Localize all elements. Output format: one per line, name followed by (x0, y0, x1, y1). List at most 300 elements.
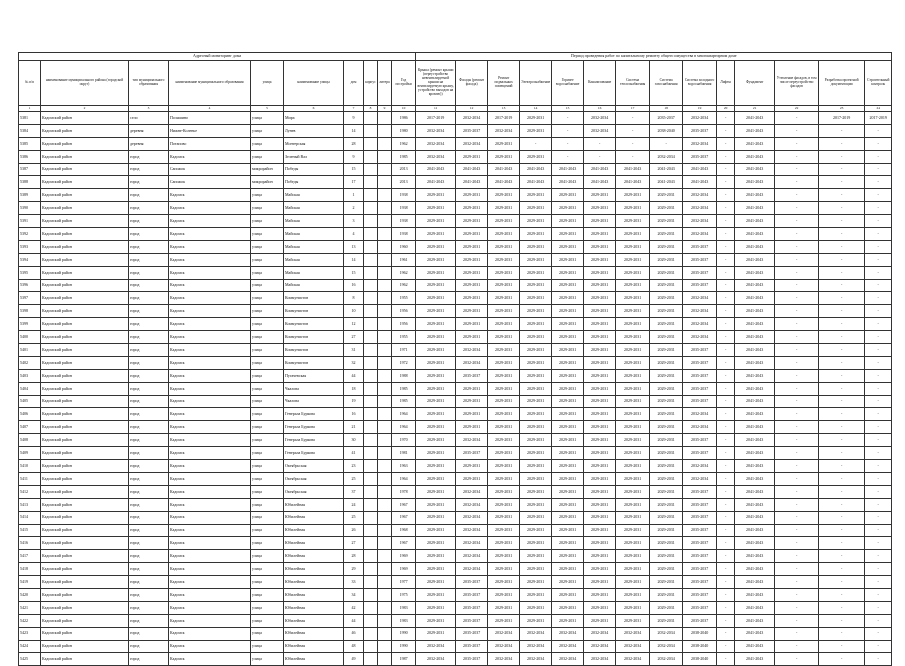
table-cell: 15 (344, 163, 364, 176)
table-cell: Кадомск (169, 460, 251, 473)
table-cell: 25 (344, 511, 364, 524)
table-cell: город (129, 460, 169, 473)
table-cell (364, 228, 378, 241)
table-cell: 2029-2031 (520, 498, 552, 511)
column-header: дом (344, 61, 364, 106)
table-cell: 2029-2031 (650, 202, 683, 215)
table-cell: - (616, 137, 650, 150)
table-cell: 2029-2031 (650, 369, 683, 382)
table-cell: 2032-2034 (650, 640, 683, 653)
table-cell: 2029-2031 (616, 305, 650, 318)
table-cell: 2029-2031 (650, 511, 683, 524)
table-cell: - (775, 202, 819, 215)
column-header-row (19, 61, 892, 106)
table-cell: 2029-2031 (584, 447, 616, 460)
table-cell: 2029-2031 (616, 331, 650, 344)
table-cell: 5413 (19, 498, 41, 511)
table-cell: улица (251, 344, 284, 357)
table-cell: Кадомский район (41, 356, 129, 369)
table-cell: - (775, 112, 819, 125)
table-cell: город (129, 550, 169, 563)
table-cell: Кадомский район (41, 240, 129, 253)
column-number: 15 (552, 106, 584, 112)
table-cell: 2029-2031 (616, 382, 650, 395)
table-cell: 5388 (19, 176, 41, 189)
table-cell: 1970 (392, 434, 416, 447)
table-cell: Октябрьская (284, 472, 344, 485)
table-cell: 2029-2031 (552, 498, 584, 511)
table-cell: 2029-2031 (456, 202, 488, 215)
table-cell: 2032-2034 (488, 627, 520, 640)
table-cell: 9 (344, 112, 364, 125)
table-cell: - (819, 305, 865, 318)
table-row (19, 550, 892, 563)
table-cell: 2041-2043 (683, 163, 717, 176)
table-cell: 5410 (19, 460, 41, 473)
table-cell: 2029-2031 (650, 344, 683, 357)
table-cell: 30 (344, 434, 364, 447)
table-row (19, 369, 892, 382)
table-cell: 5400 (19, 331, 41, 344)
table-cell: - (865, 382, 892, 395)
column-header: Фасады (ремонт фасада) (456, 61, 488, 106)
table-cell: - (865, 150, 892, 163)
column-header: Ремонт подвальных помещений (488, 61, 520, 106)
table-cell: Кадомский район (41, 279, 129, 292)
table-cell: город (129, 202, 169, 215)
table-cell: - (717, 215, 735, 228)
table-row (19, 253, 892, 266)
table-cell: 2035-2037 (650, 112, 683, 125)
table-cell: город (129, 356, 169, 369)
table-cell: 2032-2034 (520, 640, 552, 653)
table-cell: - (865, 550, 892, 563)
table-cell: 44 (344, 369, 364, 382)
table-cell: 1977 (392, 576, 416, 589)
table-cell (364, 614, 378, 627)
table-cell: 5424 (19, 640, 41, 653)
table-cell: 16 (344, 279, 364, 292)
table-cell: - (717, 356, 735, 369)
table-cell: 2032-2034 (584, 112, 616, 125)
table-cell: 2041-2043 (735, 614, 775, 627)
table-cell: Юбилейная (284, 563, 344, 576)
table-cell: город (129, 472, 169, 485)
column-header: Крыша (ремонт крыши (переустройство невентилируемой крыши на вентилируемую крышу, устройство выходов на кровлю)) (416, 61, 456, 106)
table-cell: 2029-2031 (552, 215, 584, 228)
table-cell: 2029-2031 (584, 369, 616, 382)
table-cell: 2041-2043 (735, 112, 775, 125)
table-cell: 5386 (19, 150, 41, 163)
table-cell: 2035-2037 (456, 576, 488, 589)
table-cell: - (717, 189, 735, 202)
table-cell: город (129, 511, 169, 524)
table-cell: улица (251, 253, 284, 266)
table-cell: 2029-2031 (552, 588, 584, 601)
table-cell: 2029-2031 (520, 524, 552, 537)
table-cell (364, 640, 378, 653)
table-cell: 2029-2031 (650, 588, 683, 601)
column-header: Строительный контроль (865, 61, 892, 106)
table-cell: 2029-2031 (520, 421, 552, 434)
table-cell: Кадомский район (41, 627, 129, 640)
table-cell: 25 (344, 472, 364, 485)
column-number: 5 (251, 106, 284, 112)
table-cell: 8 (344, 292, 364, 305)
table-cell (378, 511, 392, 524)
table-row (19, 292, 892, 305)
table-cell: 49 (344, 653, 364, 666)
table-cell: 2035-2037 (683, 395, 717, 408)
table-cell: - (775, 627, 819, 640)
table-cell: 2029-2031 (416, 369, 456, 382)
table-cell: - (717, 240, 735, 253)
table-cell: 2029-2031 (552, 202, 584, 215)
table-cell: 2029-2031 (488, 137, 520, 150)
table-cell: 2029-2031 (456, 382, 488, 395)
table-cell: 2032-2034 (416, 137, 456, 150)
table-cell (378, 189, 392, 202)
table-cell: 2029-2031 (552, 460, 584, 473)
column-header: № п/п (19, 61, 41, 106)
table-cell: - (865, 601, 892, 614)
table-cell: 2029-2031 (456, 460, 488, 473)
table-cell: 2029-2031 (488, 434, 520, 447)
table-cell: - (775, 124, 819, 137)
table-cell (378, 215, 392, 228)
table-cell: 2041-2043 (735, 202, 775, 215)
table-cell: 2029-2031 (650, 576, 683, 589)
table-cell: улица (251, 434, 284, 447)
table-row (19, 305, 892, 318)
table-cell: 2041-2043 (735, 279, 775, 292)
table-cell: Кадомск (169, 601, 251, 614)
table-cell: 2041-2043 (520, 176, 552, 189)
table-cell: 5398 (19, 305, 41, 318)
table-cell: 2029-2031 (416, 318, 456, 331)
repair-schedule-table (18, 52, 892, 666)
table-cell: Юбилейная (284, 614, 344, 627)
table-cell: город (129, 588, 169, 601)
table-cell: 2029-2031 (520, 266, 552, 279)
table-cell: - (865, 228, 892, 241)
table-cell: 2029-2031 (488, 356, 520, 369)
table-cell: 2029-2031 (584, 228, 616, 241)
table-row (19, 653, 892, 666)
table-cell: 2041-2043 (735, 240, 775, 253)
table-cell: - (717, 408, 735, 421)
table-cell: 2029-2031 (616, 215, 650, 228)
table-cell (364, 537, 378, 550)
table-cell: Кадомск (169, 563, 251, 576)
table-cell: 2041-2043 (735, 292, 775, 305)
table-cell: - (775, 498, 819, 511)
column-number: 20 (717, 106, 735, 112)
table-cell: 2029-2031 (416, 228, 456, 241)
table-cell: - (819, 460, 865, 473)
table-cell: 2032-2034 (683, 137, 717, 150)
table-cell: Зеленый Вал (284, 150, 344, 163)
table-cell: город (129, 601, 169, 614)
table-cell: 46 (344, 627, 364, 640)
table-cell: 2029-2031 (488, 447, 520, 460)
table-cell: 2035-2037 (683, 537, 717, 550)
table-cell: 2029-2031 (584, 253, 616, 266)
table-cell: 2035-2037 (456, 640, 488, 653)
table-cell: 2029-2031 (650, 356, 683, 369)
table-cell: Чкалова (284, 395, 344, 408)
table-cell: Кадомский район (41, 421, 129, 434)
table-cell: 2029-2031 (520, 395, 552, 408)
table-cell: 2029-2031 (616, 434, 650, 447)
table-cell: город (129, 395, 169, 408)
table-cell: 2035-2037 (683, 485, 717, 498)
column-header: улица (251, 61, 284, 106)
table-cell: улица (251, 369, 284, 382)
table-cell: - (775, 524, 819, 537)
table-cell: город (129, 524, 169, 537)
table-row (19, 215, 892, 228)
table-cell: Майская (284, 189, 344, 202)
table-cell: 1960 (392, 240, 416, 253)
table-row (19, 318, 892, 331)
table-cell: 2029-2031 (584, 614, 616, 627)
table-cell: - (865, 434, 892, 447)
table-cell: 2029-2031 (488, 472, 520, 485)
table-cell: 2032-2034 (456, 112, 488, 125)
table-cell: 34 (344, 588, 364, 601)
table-cell: Нижне-Коленье (169, 124, 251, 137)
table-cell: 12 (344, 318, 364, 331)
column-header: Лифты (717, 61, 735, 106)
table-cell: - (775, 614, 819, 627)
table-cell: - (775, 382, 819, 395)
column-header: Система холодного водоснабжения (683, 61, 717, 106)
table-cell: 2029-2031 (584, 485, 616, 498)
table-row (19, 485, 892, 498)
table-cell: 2029-2031 (552, 563, 584, 576)
table-row (19, 588, 892, 601)
table-cell (364, 511, 378, 524)
table-cell: Кадомский район (41, 331, 129, 344)
table-cell: 2041-2043 (735, 305, 775, 318)
table-cell: 5404 (19, 382, 41, 395)
table-cell: - (717, 421, 735, 434)
table-cell: 15 (344, 266, 364, 279)
table-row (19, 137, 892, 150)
table-cell: 2029-2031 (488, 253, 520, 266)
table-cell: 2038-2040 (683, 627, 717, 640)
table-cell: Коммунистов (284, 344, 344, 357)
table-cell: 2029-2031 (488, 318, 520, 331)
table-cell: - (717, 150, 735, 163)
table-cell (378, 240, 392, 253)
table-cell: - (717, 318, 735, 331)
table-cell: Кадомск (169, 511, 251, 524)
table-cell: 9 (344, 150, 364, 163)
table-row (19, 537, 892, 550)
table-cell: 5394 (19, 253, 41, 266)
table-cell: Кадомский район (41, 434, 129, 447)
table-cell: 2041-2043 (735, 344, 775, 357)
table-cell: Кадомский район (41, 382, 129, 395)
table-cell: Майская (284, 202, 344, 215)
table-cell: - (865, 176, 892, 189)
table-cell: 1987 (392, 653, 416, 666)
table-cell: 2029-2031 (488, 369, 520, 382)
table-cell: - (775, 369, 819, 382)
table-cell: 33 (344, 576, 364, 589)
table-cell: 2029-2031 (520, 434, 552, 447)
table-cell: Кадомский район (41, 653, 129, 666)
table-cell (378, 369, 392, 382)
table-cell: улица (251, 421, 284, 434)
table-cell: 5422 (19, 614, 41, 627)
table-cell: 2041-2043 (735, 228, 775, 241)
table-cell: Кадомский район (41, 550, 129, 563)
table-cell: 2032-2034 (683, 228, 717, 241)
table-cell: Юбилейная (284, 640, 344, 653)
table-cell: 1938 (392, 228, 416, 241)
table-cell: город (129, 253, 169, 266)
table-cell: - (819, 253, 865, 266)
table-cell: 2029-2031 (456, 421, 488, 434)
table-cell: Майская (284, 228, 344, 241)
table-cell: 2032-2034 (520, 627, 552, 640)
table-cell: 2029-2031 (416, 421, 456, 434)
table-cell: 2029-2031 (584, 537, 616, 550)
table-cell: город (129, 228, 169, 241)
table-cell (378, 588, 392, 601)
table-cell (364, 318, 378, 331)
table-cell: 2029-2031 (616, 563, 650, 576)
table-cell: 2041-2043 (416, 163, 456, 176)
table-cell: - (819, 550, 865, 563)
table-cell: 2041-2043 (735, 447, 775, 460)
table-cell: 2029-2031 (616, 240, 650, 253)
table-cell: 2032-2034 (456, 524, 488, 537)
table-cell: - (775, 576, 819, 589)
table-cell: 2041-2043 (616, 163, 650, 176)
table-cell: 2032-2034 (456, 344, 488, 357)
table-cell: 1969 (392, 563, 416, 576)
table-cell: Коммунистов (284, 318, 344, 331)
table-cell: - (819, 614, 865, 627)
table-cell: - (865, 292, 892, 305)
table-cell: - (819, 202, 865, 215)
table-cell: 2029-2031 (520, 576, 552, 589)
table-cell: 2017-2019 (819, 112, 865, 125)
table-cell: - (552, 124, 584, 137)
table-cell: - (819, 408, 865, 421)
table-cell: 2035-2037 (683, 356, 717, 369)
table-cell: 18 (344, 382, 364, 395)
table-cell: улица (251, 137, 284, 150)
table-cell: 2029-2031 (650, 434, 683, 447)
table-cell: 2029-2031 (456, 305, 488, 318)
table-cell: - (819, 395, 865, 408)
table-cell: 2032-2034 (584, 653, 616, 666)
table-cell (378, 292, 392, 305)
table-cell: Майская (284, 240, 344, 253)
table-cell (364, 253, 378, 266)
table-row (19, 228, 892, 241)
table-cell: 2041-2043 (735, 382, 775, 395)
table-cell: 1990 (392, 627, 416, 640)
table-cell: 2032-2034 (456, 485, 488, 498)
table-cell: 2029-2031 (584, 472, 616, 485)
table-cell: 23 (344, 460, 364, 473)
table-cell: 2029-2031 (584, 215, 616, 228)
table-cell: 2029-2031 (552, 550, 584, 563)
table-row (19, 124, 892, 137)
table-cell: 1988 (392, 369, 416, 382)
table-cell: 2032-2034 (416, 640, 456, 653)
table-cell: - (819, 124, 865, 137)
table-row (19, 408, 892, 421)
table-cell: Коммунистов (284, 305, 344, 318)
table-cell: Потапово (169, 137, 251, 150)
table-cell: микрорайон (251, 163, 284, 176)
column-number: 18 (650, 106, 683, 112)
table-cell: 27 (344, 537, 364, 550)
table-row (19, 447, 892, 460)
table-row (19, 434, 892, 447)
table-cell: Кадомск (169, 576, 251, 589)
table-cell: город (129, 189, 169, 202)
table-cell: Кадомский район (41, 292, 129, 305)
table-cell (378, 163, 392, 176)
table-cell: 2029-2031 (616, 318, 650, 331)
table-cell: 2032-2034 (584, 627, 616, 640)
table-cell: 2029-2031 (416, 395, 456, 408)
table-cell: Кадомск (169, 344, 251, 357)
table-cell: - (819, 601, 865, 614)
table-cell: 2 (344, 202, 364, 215)
table-cell: 2041-2043 (416, 176, 456, 189)
table-cell: 2029-2031 (456, 189, 488, 202)
table-cell: 2035-2037 (683, 124, 717, 137)
table-cell: город (129, 266, 169, 279)
table-cell: 2029-2031 (552, 485, 584, 498)
table-cell: - (819, 266, 865, 279)
table-cell: - (775, 344, 819, 357)
table-cell: Кадомск (169, 472, 251, 485)
table-cell: - (717, 447, 735, 460)
table-cell: город (129, 421, 169, 434)
table-cell: 2035-2037 (683, 601, 717, 614)
table-cell: 1955 (392, 292, 416, 305)
table-cell: 2029-2031 (616, 421, 650, 434)
table-cell: Кадомск (169, 627, 251, 640)
table-cell: 2032-2034 (456, 550, 488, 563)
table-cell: 2035-2037 (683, 279, 717, 292)
table-cell: 2029-2031 (584, 305, 616, 318)
table-cell: город (129, 215, 169, 228)
table-cell: 2029-2031 (488, 395, 520, 408)
table-cell: 1983 (392, 614, 416, 627)
table-cell: 37 (344, 485, 364, 498)
table-row (19, 563, 892, 576)
table-cell: 2029-2031 (416, 344, 456, 357)
table-cell: 2017-2019 (865, 112, 892, 125)
column-number: 19 (683, 106, 717, 112)
table-cell: 2029-2031 (520, 408, 552, 421)
table-cell: - (717, 640, 735, 653)
table-cell: 2029-2031 (416, 189, 456, 202)
table-cell: улица (251, 318, 284, 331)
table-cell: Кадомск (169, 318, 251, 331)
